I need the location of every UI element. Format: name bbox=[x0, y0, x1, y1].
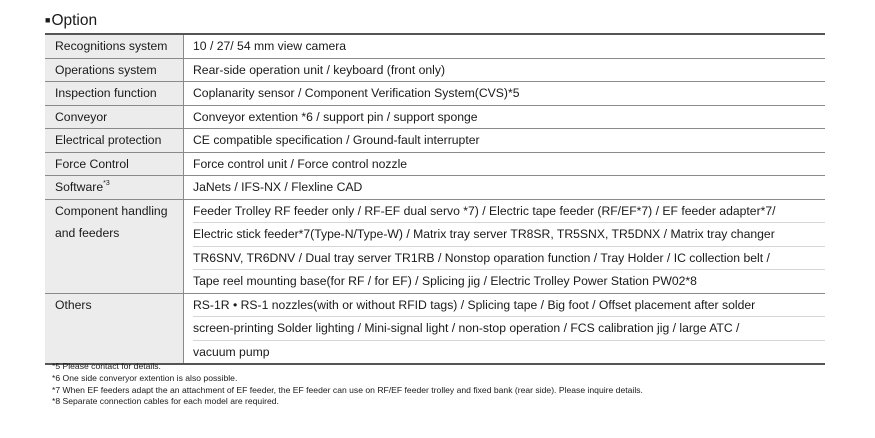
table-row bbox=[45, 129, 825, 153]
row-label-line: Component handling bbox=[55, 203, 168, 218]
footnotes bbox=[52, 361, 643, 408]
row-value-line: JaNets / IFS-NX / Flexline CAD bbox=[193, 180, 363, 194]
row-value bbox=[184, 34, 826, 58]
square-bullet-icon: ■ bbox=[45, 15, 51, 25]
table-row bbox=[45, 82, 825, 106]
footnote: *8 Separate connection cables for each model are required. bbox=[52, 396, 279, 407]
row-label: Inspection function bbox=[45, 82, 184, 106]
row-value-line: Coplanarity sensor / Component Verification System(CVS)*5 bbox=[193, 86, 520, 100]
row-label: Others bbox=[45, 293, 184, 364]
option-table bbox=[45, 33, 825, 365]
row-value bbox=[184, 105, 826, 129]
table-row bbox=[45, 58, 825, 82]
row-label bbox=[45, 199, 184, 293]
row-value-line: Conveyor extention *6 / support pin / support sponge bbox=[193, 109, 478, 124]
table-row bbox=[45, 293, 825, 364]
row-label bbox=[45, 176, 184, 200]
row-label-text: Software bbox=[55, 180, 104, 194]
row-value-line: TR6SNV, TR6DNV / Dual tray server TR1RB / Nonstop oparation function / Tray Holder / IC collection belt / bbox=[193, 246, 825, 270]
row-label: Recognitions system bbox=[45, 34, 184, 58]
table-row bbox=[45, 105, 825, 129]
row-value bbox=[184, 199, 826, 293]
footnote: *7 When EF feeders adapt the an attachment of EF feeder, the EF feeder can use on RF/EF feeder trolley and fixed bank (rear side). Please inquire details. bbox=[52, 384, 643, 395]
footnote: *5 Please contact for details. bbox=[52, 361, 161, 371]
row-value-line: vacuum pump bbox=[193, 340, 825, 364]
row-value-line: Tape reel mounting base(for RF / for EF) / Splicing jig / Electric Trolley Power Station PW02*8 bbox=[193, 269, 825, 293]
footnote: *6 One side converyor extention is also possible. bbox=[52, 372, 238, 383]
table-row bbox=[45, 34, 825, 58]
row-value-line: Force control unit / Force control nozzle bbox=[193, 156, 408, 171]
row-value-line: screen-printing Solder lighting / Mini-signal light / non-stop operation / FCS calibration jig / large ATC / bbox=[193, 316, 825, 340]
row-label: Force Control bbox=[45, 152, 184, 176]
table-row bbox=[45, 176, 825, 200]
row-value-line: CE compatible specification / Ground-fault interrupter bbox=[193, 133, 480, 147]
row-label: Conveyor bbox=[45, 105, 184, 129]
row-label-line: and feeders bbox=[55, 226, 120, 240]
row-value bbox=[184, 152, 826, 176]
row-value-line: RS-1R • RS-1 nozzles(with or without RFID tags) / Splicing tape / Big foot / Offset placement after solder bbox=[193, 297, 756, 312]
row-value bbox=[184, 293, 826, 364]
row-value-line: Feeder Trolley RF feeder only / RF-EF dual servo *7) / Electric tape feeder (RF/EF*7) / EF feeder adapter*7/ bbox=[193, 203, 776, 218]
row-value-line: Rear-side operation unit / keyboard (front only) bbox=[193, 62, 446, 77]
row-value bbox=[184, 176, 826, 200]
row-value bbox=[184, 82, 826, 106]
row-label: Operations system bbox=[45, 58, 184, 82]
row-value bbox=[184, 58, 826, 82]
footnote-marker: *3 bbox=[103, 180, 110, 187]
table-row bbox=[45, 152, 825, 176]
row-value-line: 10 / 27/ 54 mm view camera bbox=[193, 39, 347, 53]
section-title-text: Option bbox=[51, 12, 98, 29]
row-label: Electrical protection bbox=[45, 129, 184, 153]
row-value-line: Electric stick feeder*7(Type-N/Type-W) / Matrix tray server TR8SR, TR5SNX, TR5DNX / Matrix tray changer bbox=[193, 222, 825, 246]
section-title bbox=[45, 10, 97, 31]
table-row bbox=[45, 199, 825, 293]
row-value bbox=[184, 129, 826, 153]
